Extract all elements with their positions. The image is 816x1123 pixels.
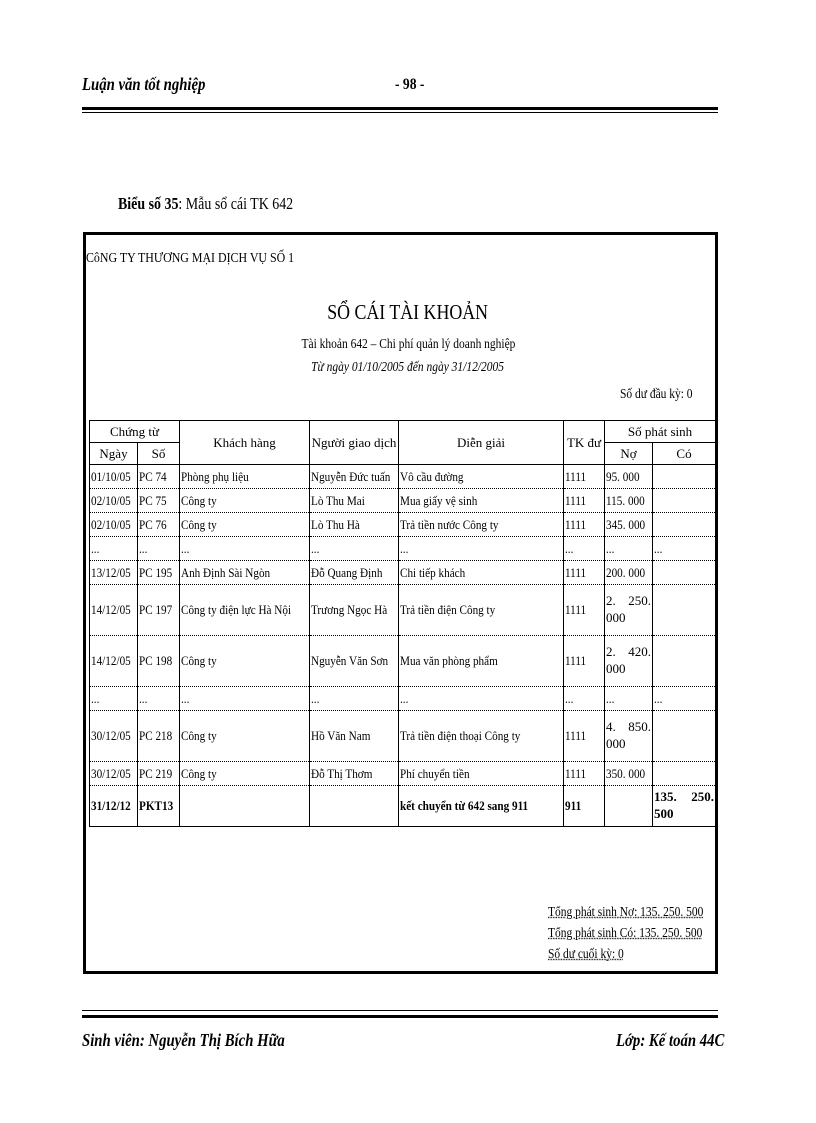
opening-balance: Số dư đầu kỳ: 0 (620, 387, 693, 402)
table-row: 01/10/05 PC 74 Phòng phụ liệu Nguyễn Đức tuấn Vô cầu đường 1111 95. 000 (90, 465, 716, 489)
table-row: 30/12/05 PC 218 Công ty Hồ Văn Nam Trả tiền điện thoại Công ty 1111 4. 850. 000 (90, 711, 716, 762)
ledger-title: SỔ CÁI TÀI KHOẢN (327, 300, 489, 324)
figure-caption (118, 194, 293, 214)
header-description: Diễn giải (399, 421, 564, 465)
caption-text: : Mẫu sổ cái TK 642 (178, 194, 294, 213)
header-date: Ngày (90, 443, 138, 465)
closing-balance: Số dư cuối kỳ: 0 (548, 947, 624, 962)
total-credit: Tổng phát sinh Có: 135. 250. 500 (548, 926, 703, 941)
table-row: 14/12/05 PC 198 Công ty Nguyễn Văn Sơn Mua văn phòng phẩm 1111 2. 420. 000 (90, 636, 716, 687)
header-credit: Có (653, 443, 716, 465)
header-voucher: Chứng từ (90, 421, 180, 443)
table-row-ellipsis: ... ... ... ... ... ... ... ... (90, 687, 716, 711)
ledger-table (89, 420, 716, 827)
header-debit: Nợ (605, 443, 653, 465)
table-row-ellipsis: ... ... ... ... ... ... ... ... (90, 537, 716, 561)
table-row-closing-entry: 31/12/12 PKT13 kết chuyển từ 642 sang 911 911 135. 250. 500 (90, 786, 716, 827)
table-row: 30/12/05 PC 219 Công ty Đỗ Thị Thơm Phí chuyển tiền 1111 350. 000 (90, 762, 716, 786)
table-row: 02/10/05 PC 76 Công ty Lò Thu Hà Trả tiền nước Công ty 1111 345. 000 (90, 513, 716, 537)
header-amounts: Số phát sinh (605, 421, 716, 443)
totals-block (548, 902, 737, 965)
header-rule-thin (82, 112, 718, 113)
footer-class: Lớp: Kế toán 44C (616, 1030, 725, 1050)
ledger-subtitle: Tài khoản 642 – Chi phí quản lý doanh nghiệp (301, 337, 515, 352)
table-row: 14/12/05 PC 197 Công ty điện lực Hà Nội Trương Ngọc Hà Trả tiền điện Công ty 1111 2. 250. 000 (90, 585, 716, 636)
header-thesis-title: Luận văn tốt nghiệp (82, 74, 206, 94)
table-row: 13/12/05 PC 195 Anh Định Sài Ngòn Đỗ Quang Định Chi tiếp khách 1111 200. 000 (90, 561, 716, 585)
ledger-date-range: Từ ngày 01/10/2005 đến ngày 31/12/2005 (311, 360, 505, 375)
footer-rule-thick (82, 1015, 718, 1018)
total-debit: Tổng phát sinh Nợ: 135. 250. 500 (548, 905, 704, 920)
caption-label: Biểu số 35 (118, 194, 179, 213)
header-account: TK đư (564, 421, 605, 465)
header-customer: Khách hàng (180, 421, 310, 465)
footer-student: Sinh viên: Nguyễn Thị Bích Hữa (82, 1030, 285, 1050)
header-person: Người giao dịch (310, 421, 399, 465)
header-number: Số (138, 443, 180, 465)
table-row: 02/10/05 PC 75 Công ty Lò Thu Mai Mua giấy vệ sinh 1111 115. 000 (90, 489, 716, 513)
header-page-number: - 98 - (395, 76, 425, 93)
footer-rule-thin (82, 1010, 718, 1011)
header-rule-thick (82, 107, 718, 110)
company-name: CôNG TY THƯƠNG MẠI DỊCH VỤ SỐ 1 (86, 251, 295, 266)
